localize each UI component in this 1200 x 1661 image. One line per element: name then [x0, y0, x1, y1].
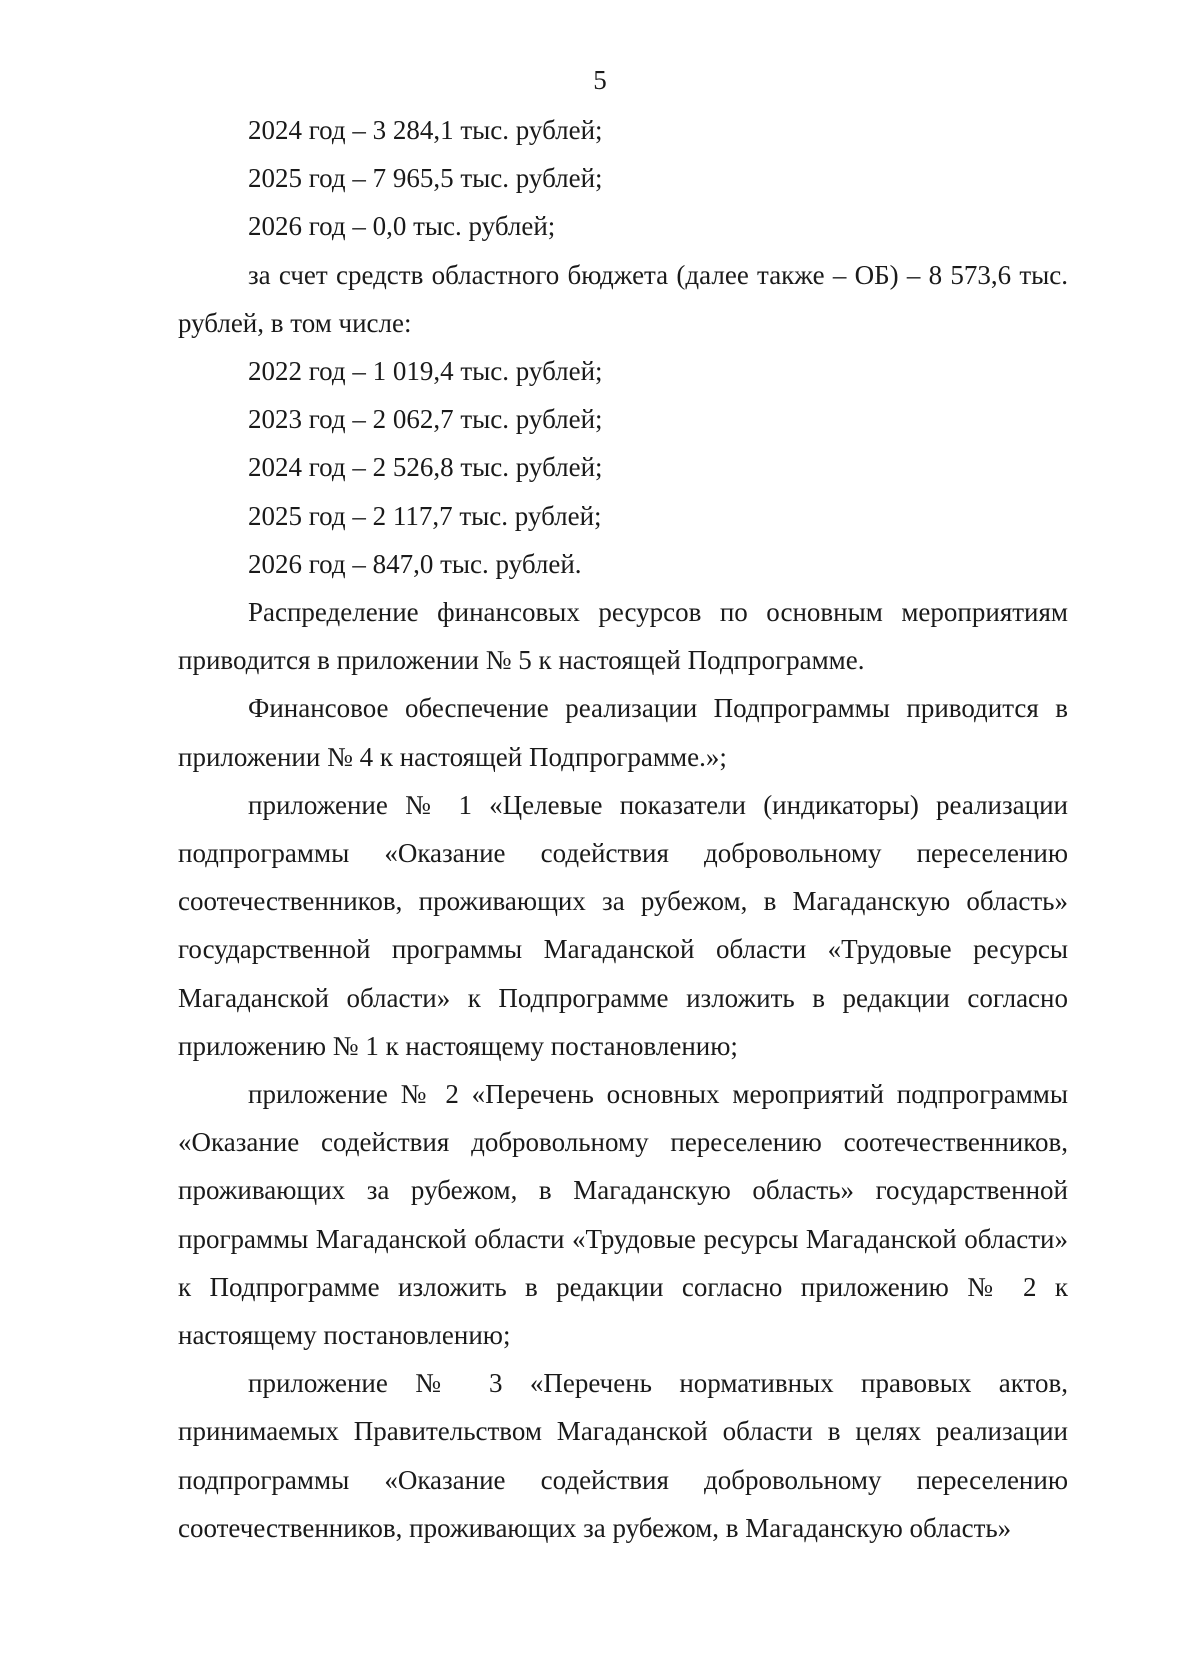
funding-line-2026: 2026 год – 0,0 тыс. рублей; [248, 211, 556, 242]
funding-line-2025: 2025 год – 7 965,5 тыс. рублей; [248, 163, 603, 194]
paragraph-distribution: Распределение финансовых ресурсов по основным мероприятиям приводится в приложении № 5 к настоящей Подпрограмме. [178, 596, 1068, 676]
regional-budget-2025: 2025 год – 2 117,7 тыс. рублей; [248, 500, 602, 531]
document-body [178, 106, 1068, 1552]
regional-budget-2026: 2026 год – 847,0 тыс. рублей. [248, 548, 582, 579]
paragraph-appendix-2: приложение № 2 «Перечень основных мероприятий подпрограммы «Оказание содействия добровольному переселению соотечественников, проживающих за рубежом, в Магаданскую область» государственной программы Магаданской области «Трудовые ресурсы Магаданской области» к Подпрограмме изложить в редакции согласно приложению № 2 к настоящему постановлению; [178, 1078, 1068, 1350]
regional-budget-2023: 2023 год – 2 062,7 тыс. рублей; [248, 404, 603, 435]
paragraph-appendix-3: приложение № 3 «Перечень нормативных правовых актов, принимаемых Правительством Магаданской области в целях реализации подпрограммы «Оказание содействия добровольному переселению соотечественников, проживающих за рубежом, в Магаданскую область» [178, 1368, 1068, 1543]
regional-budget-2022: 2022 год – 1 019,4 тыс. рублей; [248, 355, 603, 386]
regional-budget-intro: за счет средств областного бюджета (далее также – ОБ) – 8 573,6 тыс. рублей, в том числе: [178, 259, 1068, 338]
regional-budget-2024: 2024 год – 2 526,8 тыс. рублей; [248, 452, 603, 483]
paragraph-appendix-1: приложение № 1 «Целевые показатели (индикаторы) реализации подпрограммы «Оказание содействия добровольному переселению соотечественников, проживающих за рубежом, в Магаданскую область» государственной программы Магаданской области «Трудовые ресурсы Магаданской области» к Подпрограмме изложить в редакции согласно приложению № 1 к настоящему постановлению; [178, 789, 1068, 1061]
funding-line-2024: 2024 год – 3 284,1 тыс. рублей; [248, 115, 603, 145]
page-number: 5 [593, 65, 607, 95]
paragraph-financing: Финансовое обеспечение реализации Подпрограммы приводится в приложении № 4 к настоящей Подпрограмме.»; [178, 693, 1068, 772]
